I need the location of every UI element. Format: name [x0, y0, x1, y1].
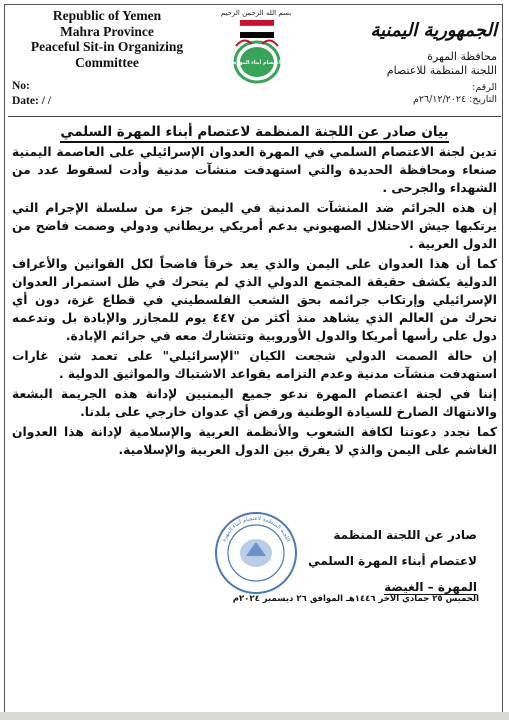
statement-body: [12, 143, 497, 461]
statement-title-text: بيان صادر عن اللجنة المنظمة لاعتصام أبناء المهرة السلمي: [60, 124, 448, 143]
scan-edge: [0, 712, 509, 720]
ar-committee: اللجنة المنظمة للاعتصام: [386, 64, 497, 77]
en-republic: Republic of Yemen: [52, 8, 162, 23]
ar-province: محافظة المهرة: [427, 50, 497, 63]
no-field: No:: [12, 80, 30, 92]
flag-black-stripe: [240, 32, 274, 38]
ar-ref-number: الرقم:: [472, 82, 497, 93]
paragraph-1: تدين لجنة الاعتصام السلمي في المهرة العدوان الإسرائيلي على العاصمة اليمنية صنعاء ومحافظة الحديدة والتي استهدفت منشآت مدنية وأدت لسقوط عدد من الشهداء والجرحى .: [12, 145, 497, 195]
arabic-letterhead: [347, 20, 497, 78]
en-committee-2: Committee: [75, 54, 139, 70]
header-divider: [8, 116, 501, 117]
paragraph-3: كما أن هذا العدوان على اليمن والذي يعد خرقاً فاضحاً لكل القوانين والأعراف الدولية يكشف حقيقة المجتمع الدولي الذي لم يتحرك في ظل استمرار العدوان الإسرائيلي وإرتكاب جرائمه بحق الشعب الفلسطيني في قطاع غزة، دون أي تحرك من العالم الذي يشاهد منذ أكثر من ٤٤٧ يوم للمجازر والإبادة بل وتدعمه دول على رأسها أمريكا والدول الأوروبية وتتشارك معه في جرائم الإبادة.: [12, 257, 497, 343]
ar-ref-fields: [413, 82, 497, 106]
ar-date: التاريخ: ٢٦/١٢/٢٠٢٤م: [412, 94, 497, 105]
flag-red-stripe: [240, 20, 274, 26]
paragraph-4: إن حالة الصمت الدولي شجعت الكيان "الإسرائيلي" على تعمد شن غارات استهدفت منشآت مدنية وعدم التزامه بقواعد الاشتباك والمواثيق الدولية .: [12, 349, 497, 381]
ar-republic: الجمهورية اليمنية: [370, 20, 497, 41]
english-letterhead: [12, 8, 202, 70]
date-field: Date: / /: [12, 95, 51, 107]
flag-white-stripe: [240, 26, 274, 32]
signature-block: [307, 522, 477, 600]
en-province: Mahra Province: [60, 23, 154, 39]
sig-location: المهرة – الغيضة: [384, 580, 477, 594]
paragraph-5: إننا في لجنة اعتصام المهرة ندعو جميع اليمنيين لإدانة هذه الجريمة البشعة والانتهاك الصارخ للسيادة الوطنية ورفض أي عدوان خارجي على بلدنا.: [12, 387, 497, 419]
statement-title: [10, 124, 499, 140]
official-seal: [213, 510, 299, 596]
seal-text-path: اللجنة المنظمة لاعتصام أبناء المهرة: [221, 515, 291, 543]
sig-line-1: صادر عن اللجنة المنظمة: [333, 528, 477, 542]
basmala-text: بسم الله الرحمن الرحيم: [220, 9, 292, 17]
en-committee-1: Peaceful Sit-in Organizing: [30, 39, 184, 54]
paragraph-6: كما نجدد دعوتنا لكافة الشعوب والأنظمة العربية والإسلامية لإدانة هذا العدوان الغاشم على اليمن والذي لا يفرق بين الدول العربية والإسلامية.: [12, 425, 497, 457]
issue-dateline: الخميس ٢٥ جمادي الآخر ١٤٤٦هـ الموافق ٢٦ ديسمبر ٢٠٢٤م: [232, 594, 479, 604]
sig-line-2: لاعتصام أبناء المهرة السلمي: [308, 554, 477, 568]
emblem-logo: [206, 6, 306, 90]
logo-text: اعتصام أبناء المهرة: [233, 60, 281, 66]
paragraph-2: إن هذه الجرائم ضد المنشآت المدنية في اليمن جزء من سلسلة الإجرام التي يرتكبها جيش الاحتلال الصهيوني بدعم أمريكي بريطاني ودولي وصمت فاضح من الدول العربية .: [12, 201, 497, 251]
en-ref-fields: [12, 79, 51, 109]
